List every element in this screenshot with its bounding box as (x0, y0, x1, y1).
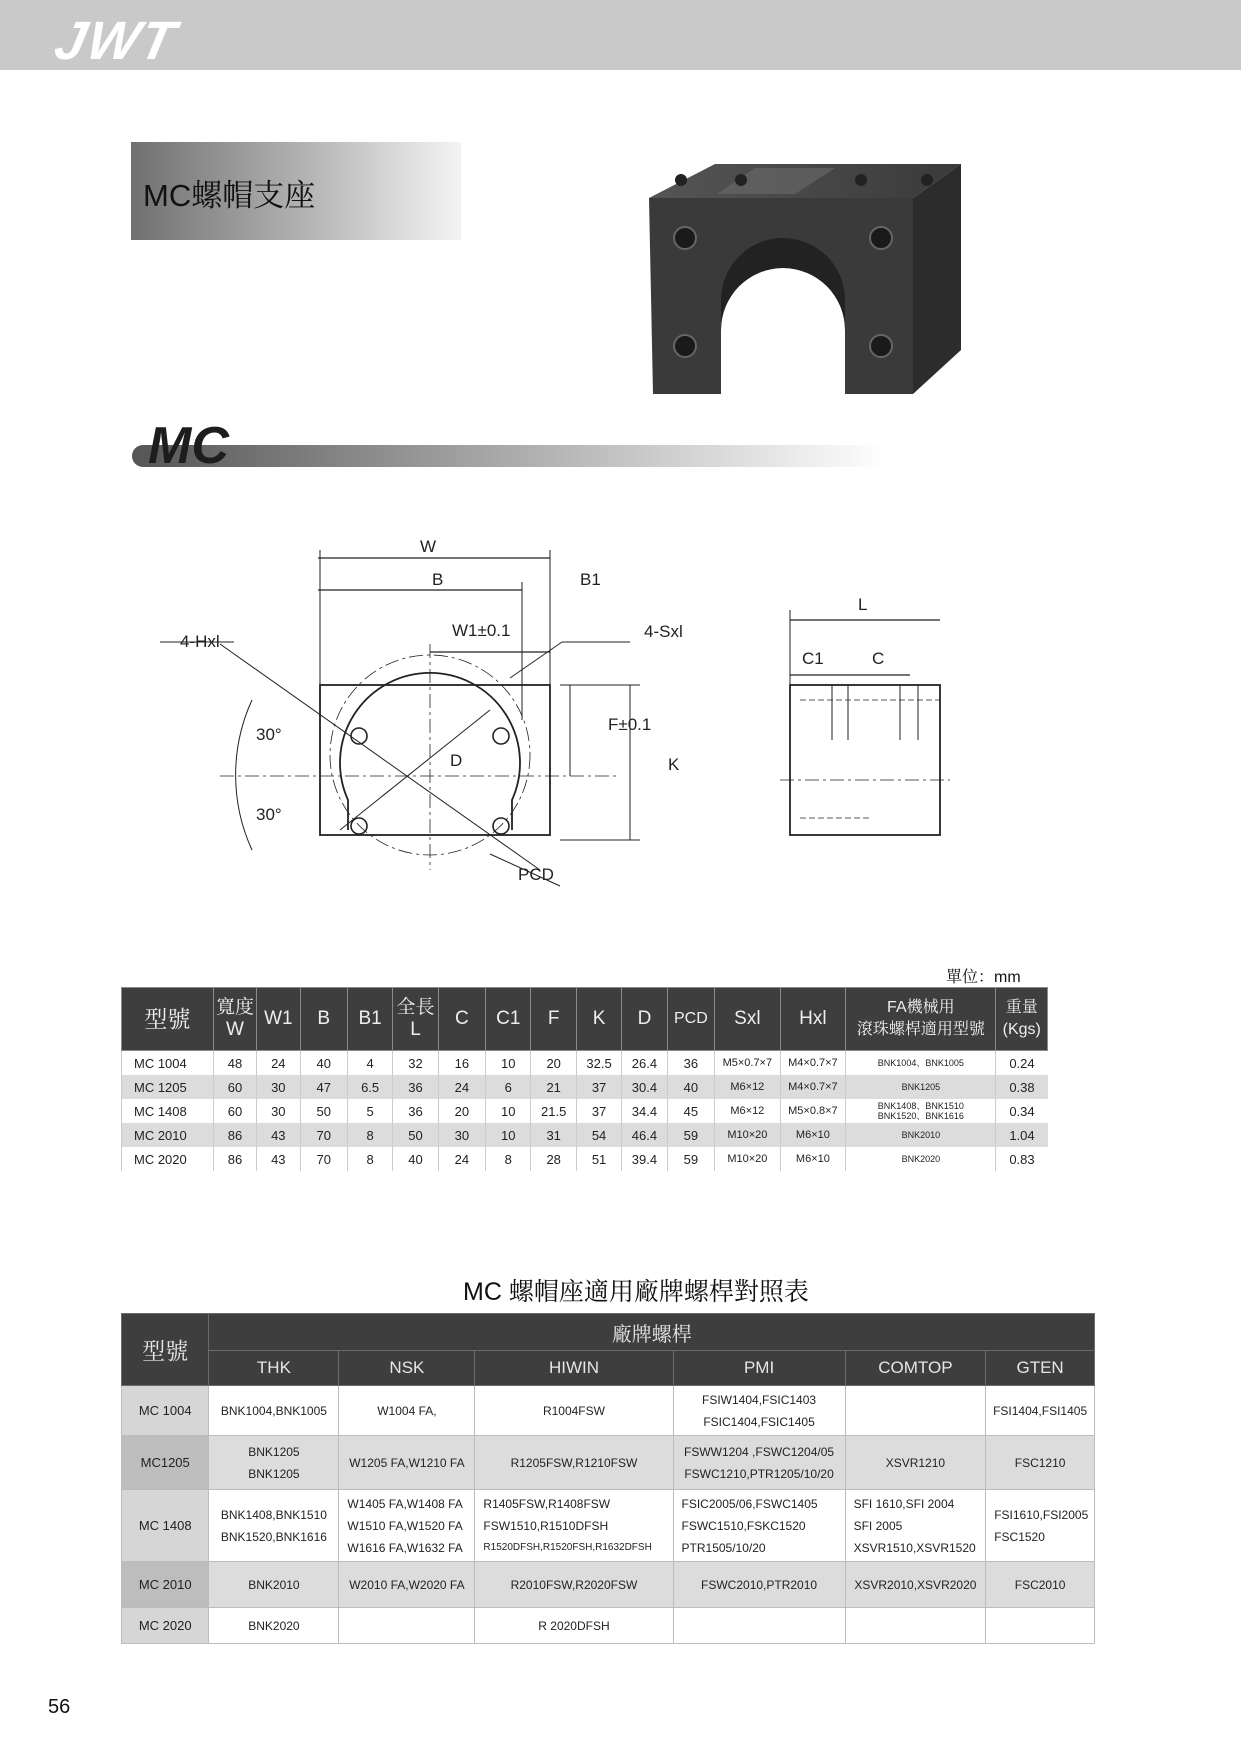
spec-cell-model: MC 2010 (122, 1123, 214, 1147)
col-pcd: PCD (667, 988, 714, 1051)
brand-cell-hiwin (475, 1608, 673, 1644)
spec-cell-sx: M10×20 (715, 1123, 781, 1147)
spec-cell-sx: M10×20 (715, 1147, 781, 1171)
brand-cell-pmi (673, 1608, 845, 1644)
brand-row (122, 1562, 1095, 1608)
spec-fa-line: BNK1520、BNK1616 (877, 1111, 964, 1121)
product-title-box (131, 142, 461, 240)
spec-cell-b1: 8 (347, 1123, 392, 1147)
spec-cell-sx: M6×12 (715, 1075, 781, 1099)
spec-cell-c: 16 (438, 1051, 485, 1076)
section-bar (132, 445, 888, 467)
brand-cell-line: PTR1505/10/20 (681, 1540, 766, 1555)
dim-f-label: F±0.1 (608, 715, 652, 734)
spec-cell-l: 32 (393, 1051, 438, 1076)
brand-cell-line: FSWC2010,PTR2010 (701, 1577, 818, 1592)
side-view-drawing (760, 590, 960, 850)
brand-cell-thk (209, 1562, 339, 1608)
spec-cell-l: 40 (393, 1147, 438, 1171)
spec-cell-k: 37 (576, 1099, 621, 1123)
spec-cell-pcd: 59 (667, 1123, 714, 1147)
spec-cell-c1: 10 (486, 1123, 531, 1147)
spec-cell-fa (846, 1099, 996, 1123)
spec-cell-w1: 43 (257, 1123, 300, 1147)
brand-header-row-1 (122, 1314, 1095, 1351)
spec-cell-hx: M6×10 (780, 1123, 846, 1147)
spec-cell-kg: 0.34 (996, 1099, 1048, 1123)
spec-cell-pcd: 40 (667, 1075, 714, 1099)
spec-cell-kg: 0.83 (996, 1147, 1048, 1171)
spec-cell-f: 31 (531, 1123, 576, 1147)
brand-cell-line: R2010FSW,R2020FSW (510, 1577, 638, 1592)
spec-cell-w1: 43 (257, 1147, 300, 1171)
spec-cell-c: 24 (438, 1075, 485, 1099)
brand-cell-line: W1004 FA, (377, 1403, 437, 1418)
dim-c-label: C (872, 649, 885, 668)
spec-cell-k: 32.5 (576, 1051, 621, 1076)
section-label: MC (148, 417, 229, 475)
spec-cell-l: 36 (393, 1075, 438, 1099)
brand-cell-line: R1205FSW,R1210FSW (510, 1455, 638, 1470)
spec-row (122, 1123, 1048, 1147)
spec-cell-fa (846, 1051, 996, 1076)
spec-cell-w: 60 (213, 1075, 256, 1099)
brand-cell-hiwin (475, 1562, 673, 1608)
brand-cell-line: FSC1520 (994, 1529, 1045, 1544)
col-weight-bottom: (Kgs) (1002, 1021, 1041, 1038)
spec-cell-hx: M4×0.7×7 (780, 1075, 846, 1099)
brand-cell-line: R1004FSW (542, 1403, 605, 1418)
brand-col-hiwin: HIWIN (475, 1351, 673, 1386)
brand-cell-comtop (845, 1436, 986, 1490)
col-hx: Hxl (780, 988, 846, 1051)
angle-label-top: 30° (256, 725, 282, 744)
spec-cell-b1: 4 (347, 1051, 392, 1076)
dim-b1-label: B1 (580, 570, 601, 589)
col-model: 型號 (122, 988, 214, 1051)
angle-label-bottom: 30° (256, 805, 282, 824)
spec-cell-sx: M5×0.7×7 (715, 1051, 781, 1076)
brand-cell-line: FSI1610,FSI2005 (994, 1507, 1089, 1522)
section-banner (128, 417, 888, 475)
spec-cell-pcd: 45 (667, 1099, 714, 1123)
col-length (393, 988, 438, 1051)
spec-cell-f: 21.5 (531, 1099, 576, 1123)
brand-cell-hiwin (475, 1386, 673, 1436)
brand-cell-line: XSVR1510,XSVR1520 (853, 1540, 976, 1555)
product-photo (645, 150, 965, 395)
dim-w1-label: W1±0.1 (452, 621, 511, 640)
spec-cell-b1: 8 (347, 1147, 392, 1171)
brand-header-row-2 (122, 1351, 1095, 1386)
col-b1: B1 (347, 988, 392, 1051)
col-k: K (576, 988, 621, 1051)
brand-cell-line: BNK1408,BNK1510 (220, 1507, 327, 1522)
spec-cell-f: 21 (531, 1075, 576, 1099)
spec-row (122, 1075, 1048, 1099)
brand-col-thk: THK (209, 1351, 339, 1386)
spec-cell-f: 20 (531, 1051, 576, 1076)
page-number: 56 (48, 1696, 71, 1718)
col-weight (996, 988, 1048, 1051)
brand-cell-line: XSVR1210 (885, 1455, 946, 1470)
spec-cell-w1: 30 (257, 1099, 300, 1123)
spec-cell-w1: 30 (257, 1075, 300, 1099)
brand-cell-line: FSIC1404,FSIC1405 (703, 1414, 815, 1429)
brand-cell-comtop (845, 1562, 986, 1608)
col-fa-top: FA機械用 (887, 999, 955, 1016)
brand-cell-line: FSIW1404,FSIC1403 (702, 1392, 817, 1407)
spec-cell-fa (846, 1123, 996, 1147)
spec-cell-b1: 6.5 (347, 1075, 392, 1099)
brand-col-pmi: PMI (673, 1351, 845, 1386)
brand-col-group: 廠牌螺桿 (209, 1314, 1095, 1351)
unit-label: 單位：mm (946, 969, 1021, 986)
spec-row (122, 1099, 1048, 1123)
hole-sx-label: 4-Sxl (644, 622, 683, 641)
brand-cell-thk (209, 1490, 339, 1562)
brand-cell-line: R1405FSW,R1408FSW (483, 1496, 611, 1511)
brand-cell-gten (986, 1608, 1095, 1644)
spec-fa-line: BNK2010 (901, 1130, 941, 1140)
spec-cell-d: 34.4 (622, 1099, 667, 1123)
dim-l-label: L (858, 595, 868, 614)
spec-cell-fa (846, 1075, 996, 1099)
brand-cell-hiwin (475, 1436, 673, 1490)
col-length-top: 全長 (396, 997, 435, 1018)
col-b: B (300, 988, 347, 1051)
col-w1: W1 (257, 988, 300, 1051)
brand-cell-line: FSC2010 (1014, 1577, 1066, 1592)
brand-cell-line: FSWW1204 ,FSWC1204/05 (684, 1444, 835, 1459)
brand-row (122, 1490, 1095, 1562)
spec-cell-l: 36 (393, 1099, 438, 1123)
col-width-top: 寬度 (215, 997, 254, 1018)
brand-cell-thk (209, 1608, 339, 1644)
spec-cell-model: MC 1205 (122, 1075, 214, 1099)
brand-col-gten: GTEN (986, 1351, 1095, 1386)
brand-cell-gten (986, 1562, 1095, 1608)
brand-cell-nsk (339, 1490, 475, 1562)
brand-cell-line: SFI 2005 (853, 1518, 903, 1533)
col-fa (846, 988, 996, 1051)
spec-cell-pcd: 36 (667, 1051, 714, 1076)
spec-cell-fa (846, 1147, 996, 1171)
spec-cell-k: 54 (576, 1123, 621, 1147)
spec-cell-b: 40 (300, 1051, 347, 1076)
brand-cell-line: BNK2010 (248, 1577, 300, 1592)
dim-w-label: W (420, 537, 437, 556)
brand-cell-hiwin (475, 1490, 673, 1562)
spec-cell-kg: 1.04 (996, 1123, 1048, 1147)
brand-cell-comtop (845, 1386, 986, 1436)
hole-hx-label: 4-Hxl (180, 632, 220, 651)
spec-cell-c1: 10 (486, 1099, 531, 1123)
brand-cell-line: BNK1205 (248, 1444, 300, 1459)
spec-row (122, 1051, 1048, 1076)
spec-cell-b1: 5 (347, 1099, 392, 1123)
spec-cell-b: 47 (300, 1075, 347, 1099)
col-d: D (622, 988, 667, 1051)
brand-cell-model: MC 2020 (122, 1608, 209, 1644)
brand-cell-model: MC 2010 (122, 1562, 209, 1608)
brand-table (121, 1313, 1095, 1644)
dim-k-label: K (668, 755, 680, 774)
brand-cell-line: BNK1205 (248, 1466, 300, 1481)
spec-cell-c1: 8 (486, 1147, 531, 1171)
dim-d-label: D (450, 751, 463, 770)
brand-col-nsk: NSK (339, 1351, 475, 1386)
brand-row (122, 1436, 1095, 1490)
col-f: F (531, 988, 576, 1051)
dim-pcd-label: PCD (518, 865, 554, 884)
spec-cell-c: 30 (438, 1123, 485, 1147)
brand-cell-pmi (673, 1562, 845, 1608)
spec-cell-sx: M6×12 (715, 1099, 781, 1123)
spec-fa-line: BNK2020 (901, 1154, 941, 1164)
spec-cell-c: 20 (438, 1099, 485, 1123)
spec-cell-f: 28 (531, 1147, 576, 1171)
spec-cell-d: 39.4 (622, 1147, 667, 1171)
brand-cell-model: MC1205 (122, 1436, 209, 1490)
dim-c1-label: C1 (802, 649, 824, 668)
brand-cell-line: XSVR2010,XSVR2020 (854, 1577, 977, 1592)
spec-fa-line: BNK1004、BNK1005 (877, 1058, 964, 1068)
col-width-bottom: W (225, 1019, 244, 1040)
dim-b-label: B (432, 570, 444, 589)
spec-cell-w: 48 (213, 1051, 256, 1076)
col-c: C (438, 988, 485, 1051)
spec-fa-line: BNK1408、BNK1510 (877, 1101, 964, 1111)
brand-cell-model: MC 1408 (122, 1490, 209, 1562)
brand-cell-line: BNK1004,BNK1005 (220, 1403, 327, 1418)
brand-cell-line: FSWC1210,PTR1205/10/20 (684, 1466, 834, 1481)
col-width (213, 988, 256, 1051)
brand-cell-pmi (673, 1386, 845, 1436)
brand-cell-line: BNK2020 (248, 1618, 300, 1633)
col-fa-bottom: 滾珠螺桿適用型號 (856, 1021, 985, 1038)
spec-cell-w: 86 (213, 1123, 256, 1147)
col-weight-top: 重量 (1005, 999, 1038, 1016)
spec-cell-kg: 0.24 (996, 1051, 1048, 1076)
brand-cell-nsk (339, 1386, 475, 1436)
spec-cell-d: 30.4 (622, 1075, 667, 1099)
spec-cell-hx: M5×0.8×7 (780, 1099, 846, 1123)
col-c1: C1 (486, 988, 531, 1051)
spec-cell-c: 24 (438, 1147, 485, 1171)
brand-cell-line: FSIC2005/06,FSWC1405 (681, 1496, 818, 1511)
spec-cell-model: MC 2020 (122, 1147, 214, 1171)
brand-col-comtop: COMTOP (845, 1351, 986, 1386)
brand-cell-line: FSWC1510,FSKC1520 (681, 1518, 806, 1533)
brand-cell-line: SFI 1610,SFI 2004 (853, 1496, 955, 1511)
brand-cell-thk (209, 1436, 339, 1490)
spec-cell-c1: 10 (486, 1051, 531, 1076)
brand-cell-line: FSW1510,R1510DFSH (483, 1518, 609, 1533)
spec-cell-c1: 6 (486, 1075, 531, 1099)
spec-cell-w1: 24 (257, 1051, 300, 1076)
brand-row (122, 1386, 1095, 1436)
spec-fa-line: BNK1205 (901, 1082, 941, 1092)
spec-cell-b: 50 (300, 1099, 347, 1123)
product-title: MC螺帽支座 (143, 178, 316, 213)
front-view-drawing (160, 530, 720, 890)
spec-cell-d: 46.4 (622, 1123, 667, 1147)
spec-cell-l: 50 (393, 1123, 438, 1147)
brand-cell-model: MC 1004 (122, 1386, 209, 1436)
spec-cell-model: MC 1408 (122, 1099, 214, 1123)
spec-cell-w: 86 (213, 1147, 256, 1171)
brand-cell-line: R 2020DFSH (538, 1618, 610, 1633)
spec-header-row (122, 988, 1048, 1051)
spec-cell-hx: M4×0.7×7 (780, 1051, 846, 1076)
brand-cell-line: W1405 FA,W1408 FA (347, 1496, 463, 1511)
brand-cell-gten (986, 1386, 1095, 1436)
brand-cell-comtop (845, 1490, 986, 1562)
brand-cell-gten (986, 1436, 1095, 1490)
brand-row (122, 1608, 1095, 1644)
brand-cell-nsk (339, 1608, 475, 1644)
brand-cell-line: W2010 FA,W2020 FA (349, 1577, 465, 1592)
brand-cell-nsk (339, 1436, 475, 1490)
brand-cell-comtop (845, 1608, 986, 1644)
spec-cell-b: 70 (300, 1147, 347, 1171)
spec-cell-w: 60 (213, 1099, 256, 1123)
col-sx: Sxl (715, 988, 781, 1051)
spec-cell-k: 51 (576, 1147, 621, 1171)
spec-cell-k: 37 (576, 1075, 621, 1099)
spec-cell-d: 26.4 (622, 1051, 667, 1076)
brand-cell-nsk (339, 1562, 475, 1608)
spec-cell-b: 70 (300, 1123, 347, 1147)
spec-cell-model: MC 1004 (122, 1051, 214, 1076)
brand-cell-line: W1510 FA,W1520 FA (347, 1518, 463, 1533)
brand-cell-line: FSI1404,FSI1405 (993, 1403, 1088, 1418)
brand-col-model: 型號 (122, 1314, 209, 1386)
brand-cell-pmi (673, 1490, 845, 1562)
brand-cell-line: FSC1210 (1014, 1455, 1066, 1470)
brand-cell-thk (209, 1386, 339, 1436)
brand-cell-pmi (673, 1436, 845, 1490)
spec-cell-pcd: 59 (667, 1147, 714, 1171)
brand-cell-line: W1616 FA,W1632 FA (347, 1540, 463, 1555)
brand-cell-gten (986, 1490, 1095, 1562)
spec-cell-hx: M6×10 (780, 1147, 846, 1171)
spec-row (122, 1147, 1048, 1171)
brand-table-title: MC 螺帽座適用廠牌螺桿對照表 (463, 1278, 809, 1306)
brand-cell-line: W1205 FA,W1210 FA (349, 1455, 465, 1470)
col-length-bottom: L (410, 1019, 421, 1040)
brand-cell-line: BNK1520,BNK1616 (220, 1529, 327, 1544)
spec-table (121, 987, 1048, 1171)
brand-logo: JWT (49, 11, 183, 71)
spec-cell-kg: 0.38 (996, 1075, 1048, 1099)
header-bar (0, 0, 1241, 70)
brand-cell-line: R1520DFSH,R1520FSH,R1632DFSH (483, 1541, 652, 1553)
